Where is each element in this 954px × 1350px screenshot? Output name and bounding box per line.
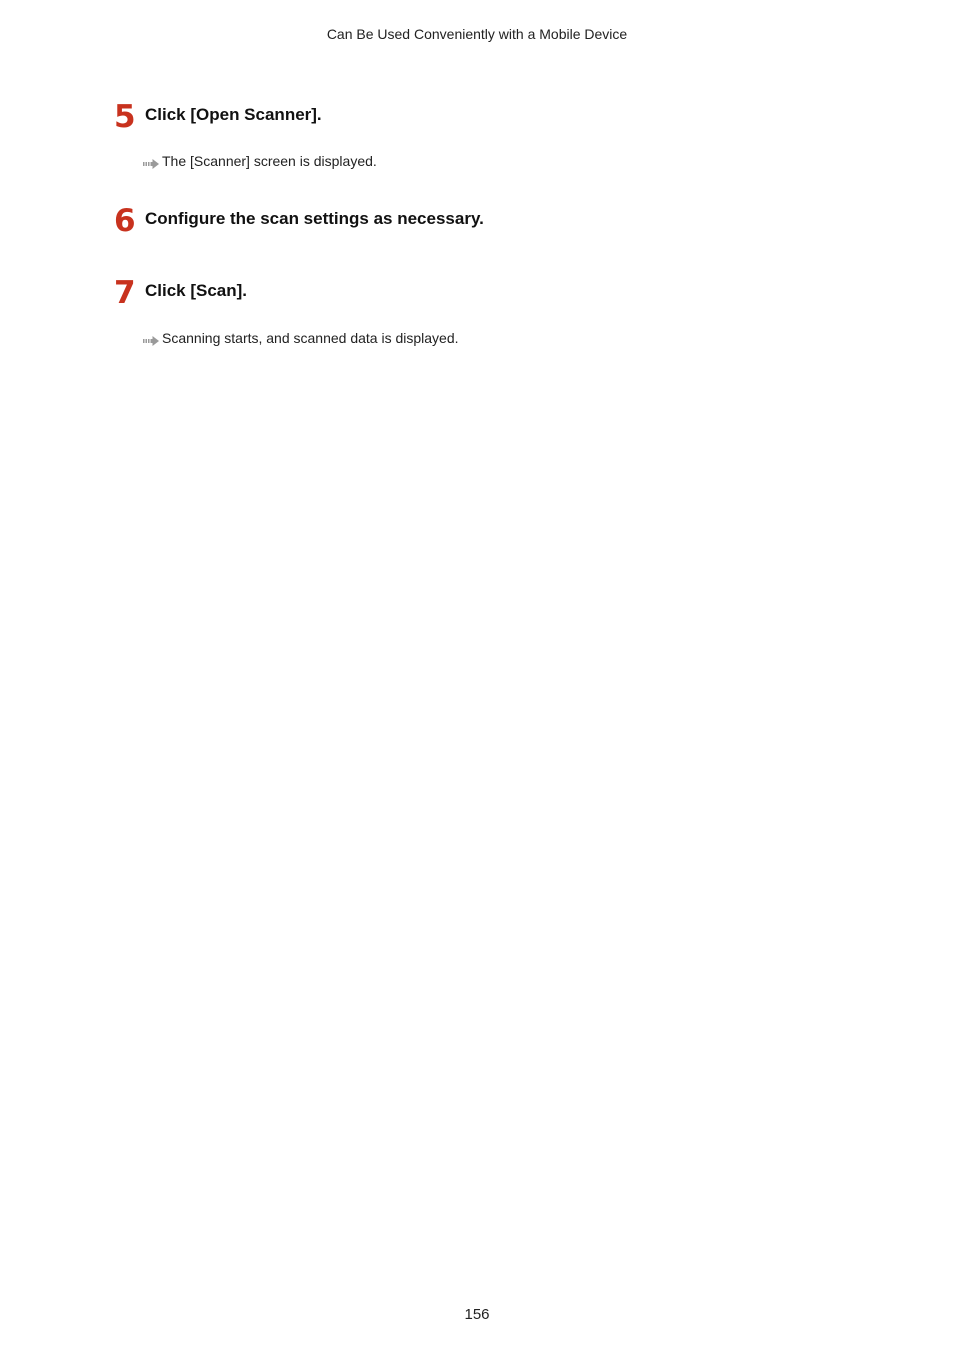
result-arrow-icon: [143, 333, 159, 343]
running-header: Can Be Used Conveniently with a Mobile Device: [326, 26, 628, 42]
step-title: Configure the scan settings as necessary.: [145, 209, 484, 228]
step-result-text: Scanning starts, and scanned data is displayed.: [162, 330, 459, 346]
step-result-text: The [Scanner] screen is displayed.: [162, 153, 377, 169]
step-number: 5: [114, 99, 136, 135]
step-result: [143, 153, 377, 170]
step-number: 7: [114, 275, 136, 311]
step-title: Click [Scan].: [145, 281, 248, 300]
result-arrow-icon: [143, 156, 159, 166]
step-title: Click [Open Scanner].: [145, 105, 322, 124]
step-number: 6: [114, 203, 136, 239]
step-result: [143, 330, 459, 347]
page-number: 156: [464, 1306, 490, 1323]
